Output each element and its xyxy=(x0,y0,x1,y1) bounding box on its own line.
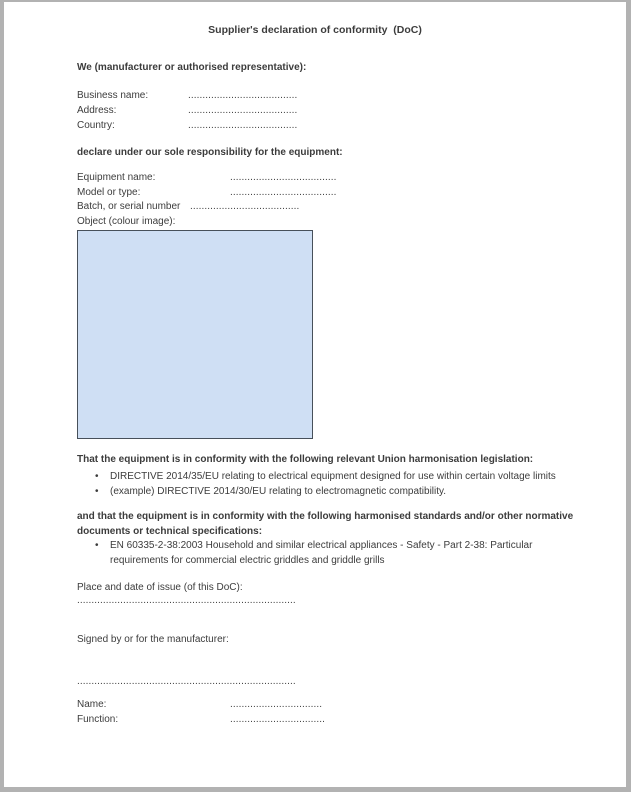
declare-section-heading: declare under our sole responsibility for the equipment: xyxy=(77,147,343,158)
page-title: Supplier's declaration of conformity (DoC) xyxy=(208,24,422,36)
bullet-icon xyxy=(95,469,110,484)
business-name-label: Business name: xyxy=(77,90,149,101)
signer-fields xyxy=(77,698,325,727)
field-row-function xyxy=(77,713,325,728)
en-standard-text xyxy=(110,538,532,568)
object-image-label: Object (colour image): xyxy=(77,215,176,227)
we-section-heading: We (manufacturer or authorised representative): xyxy=(77,62,307,73)
field-row-model-type xyxy=(77,186,337,201)
standards-heading-line2: documents or technical specifications: xyxy=(77,525,263,537)
directive-2014-30-text: (example) DIRECTIVE 2014/30/EU relating to electromagnetic compatibility. xyxy=(110,486,447,497)
legislation-section-heading: That the equipment is in conformity with the following relevant Union harmonisation legislation: xyxy=(77,454,534,465)
en-standard-line2: requirements for commercial electric griddles and griddle grills xyxy=(110,555,385,566)
field-row-equipment-name xyxy=(77,171,337,186)
standards-bullet-list xyxy=(77,538,532,568)
signature-fill-line: ............................................................................ xyxy=(77,676,296,687)
bullet-icon xyxy=(95,484,110,499)
we-fields xyxy=(77,88,297,133)
directive-2014-35-text: DIRECTIVE 2014/35/EU relating to electrical equipment designed for use within certain voltage limits xyxy=(110,471,556,482)
field-row-object-image xyxy=(77,215,337,230)
signer-name-fill-line: ................................ xyxy=(230,699,323,710)
model-type-label: Model or type: xyxy=(77,186,141,198)
legislation-bullet-list xyxy=(77,469,556,499)
country-label: Country: xyxy=(77,120,115,131)
address-fill-line: ...................................... xyxy=(188,105,298,116)
country-fill-line: ...................................... xyxy=(188,120,298,131)
field-row-name xyxy=(77,698,325,713)
signed-by-label: Signed by or for the manufacturer: xyxy=(77,634,229,645)
standards-heading-line1: and that the equipment is in conformity with the following harmonised standards and/or other normative xyxy=(77,511,574,522)
list-item xyxy=(77,469,556,484)
equipment-name-label: Equipment name: xyxy=(77,172,156,183)
batch-serial-fill-line: ...................................... xyxy=(190,201,300,212)
field-row-batch-serial xyxy=(77,200,337,215)
issue-place-date-label: Place and date of issue (of this DoC): xyxy=(77,582,243,593)
field-row-business-name xyxy=(77,88,297,103)
field-row-address xyxy=(77,103,297,118)
list-item xyxy=(77,484,556,499)
issue-place-date-fill-line: ............................................................................ xyxy=(77,595,296,606)
signer-name-label: Name: xyxy=(77,699,107,710)
signer-function-fill-line: ................................. xyxy=(230,713,325,725)
equipment-name-fill-line: ..................................... xyxy=(230,172,337,183)
model-type-fill-line: ..................................... xyxy=(230,186,337,198)
field-row-country xyxy=(77,118,297,133)
bullet-icon xyxy=(95,538,110,568)
equipment-fields xyxy=(77,171,337,229)
object-image-placeholder xyxy=(77,230,313,439)
standards-section-heading xyxy=(77,510,573,539)
signer-function-label: Function: xyxy=(77,713,119,725)
list-item xyxy=(77,538,532,568)
business-name-fill-line: ...................................... xyxy=(188,90,298,101)
en-standard-line1: EN 60335-2-38:2003 Household and similar electrical appliances - Safety - Part 2-38: Particular xyxy=(110,540,533,551)
batch-serial-label: Batch, or serial number xyxy=(77,201,181,212)
address-label: Address: xyxy=(77,105,117,116)
